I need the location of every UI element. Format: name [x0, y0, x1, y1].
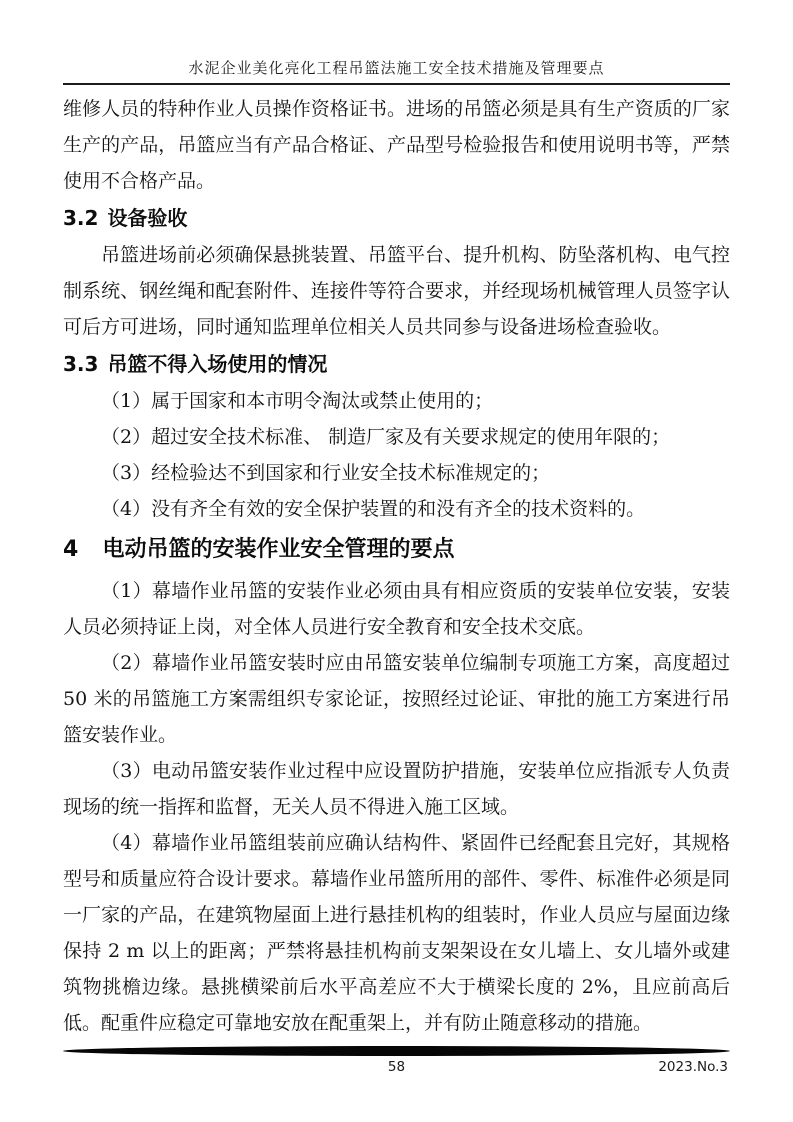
section-4-title: 电动吊篮的安装作业安全管理的要点: [102, 537, 455, 562]
section-3-3-heading: [63, 345, 730, 383]
section-4-paragraph-1: （1）幕墙作业吊篮的安装作业必须由具有相应资质的安装单位安装，安装人员必须持证上岗，对全体人员进行安全教育和安全技术交底。: [63, 580, 730, 638]
list-item-3: （3）经检验达不到国家和行业安全技术标准规定的；: [101, 462, 551, 484]
list-item-4: （4）没有齐全有效的安全保护装置的和没有齐全的技术资料的。: [101, 498, 646, 520]
page-footer: [63, 1046, 730, 1079]
section-4-paragraph-3: （3）电动吊篮安装作业过程中应设置防护措施，安装单位应指派专人负责现场的统一指挥和监督，无关人员不得进入施工区域。: [63, 760, 730, 818]
section-3-2-title: 设备验收: [107, 206, 188, 230]
list-item-2: （2）超过安全技术标准、 制造厂家及有关要求规定的使用年限的；: [101, 426, 671, 448]
section-4-paragraph-4: （4）幕墙作业吊篮组装前应确认结构件、紧固件已经配套且完好，其规格型号和质量应符合设计要求。幕墙作业吊篮所用的部件、零件、标准件必须是同一厂家的产品，在建筑物屋面上进行悬挂机构的组装时，作业人员应与屋面边缘保持 2 m 以上的距离；严禁将悬挂机构前支架架设在女儿墙上、女儿墙外或建筑物挑檐边缘。悬挑横梁前后水平高差应不大于横梁长度的 2%，且应前高后低。配重件应稳定可靠地安放在配重架上，并有防止随意移动的措施。: [63, 832, 730, 1034]
issue-number: 2023.No.3: [658, 1059, 728, 1075]
list-item-1: （1）属于国家和本市明令淘汰或禁止使用的；: [101, 390, 494, 412]
section-4-number: 4: [63, 537, 79, 562]
paragraph-continuation: 维修人员的特种作业人员操作资格证书。进场的吊篮必须是具有生产资质的厂家生产的产品，吊篮应当有产品合格证、产品型号检验报告和使用说明书等，严禁使用不合格产品。: [63, 98, 730, 192]
footer-row: [63, 1059, 730, 1079]
document-body: [63, 91, 730, 1041]
section-3-2-number: 3.2: [63, 206, 99, 230]
running-header-title: 水泥企业美化亮化工程吊篮法施工安全技术措施及管理要点: [188, 59, 605, 77]
section-3-2-heading: [63, 199, 730, 237]
section-3-3-number: 3.3: [63, 352, 99, 376]
section-4-paragraph-2: （2）幕墙作业吊篮安装时应由吊篮安装单位编制专项施工方案，高度超过 50 米的吊篮施工方案需组织专家论证，按照经过论证、审批的施工方案进行吊篮安装作业。: [63, 652, 730, 746]
section-3-2-paragraph: 吊篮进场前必须确保悬挑装置、吊篮平台、提升机构、防坠落机构、电气控制系统、钢丝绳和配套附件、连接件等符合要求，并经现场机械管理人员签字认可后方可进场，同时通知监理单位相关人员共同参与设备进场检查验收。: [63, 244, 730, 338]
page-number: 58: [387, 1059, 406, 1075]
footer-rule: [63, 1046, 730, 1056]
running-header: [63, 0, 730, 85]
section-4-heading: [63, 527, 730, 573]
section-3-3-title: 吊篮不得入场使用的情况: [107, 352, 328, 376]
